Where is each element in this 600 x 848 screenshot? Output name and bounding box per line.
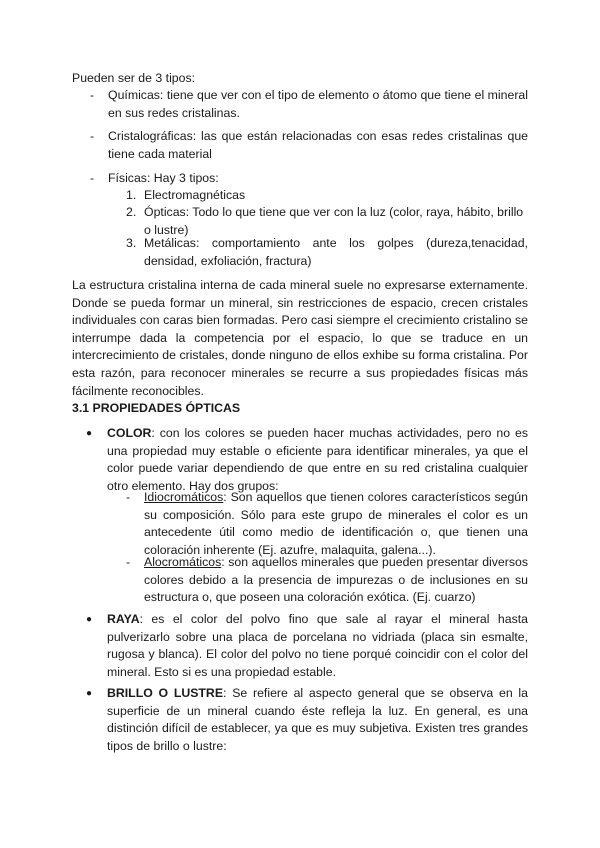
brillo-description: : Se refiere al aspecto general que se observa en la superficie de un mineral cuando éste refleja la luz. En general, es una distinción difícil de establecer, ya que es muy subjetiva. Existen tres grandes tipos de brillo o lustre: (107, 686, 529, 753)
bullet-marker: ● (86, 614, 93, 625)
sub-item-text (144, 554, 528, 607)
list-item-cristalograficas (90, 128, 528, 163)
bullet-text (107, 611, 528, 681)
number-marker: 3. (126, 236, 137, 250)
bullet-item-color (86, 425, 528, 495)
sub-item-alocromaticos (126, 554, 528, 607)
body-paragraph: La estructura cristalina interna de cada mineral suele no expresarse externamente. Donde se pueda formar un mineral, sin restricciones de espacio, crecen cristales individuales con caras bien formadas. Pero casi siempre el crecimiento cristalino se interrumpe dada la competencia por el espacio, lo que se traduce en un intercrecimiento de cristales, donde ninguno de ellos exhibe su forma cristalina. Por esta razón, para reconocer minerales se recurre a sus propiedades físicas más fácilmente reconocibles. (72, 278, 528, 398)
bullet-item-brillo (86, 685, 528, 755)
bullet-item-raya (86, 611, 528, 681)
term-color: COLOR (107, 426, 152, 440)
dash-marker: - (126, 490, 131, 504)
sub-item-text (144, 489, 528, 559)
section-heading: 3.1 PROPIEDADES ÓPTICAS (72, 401, 241, 415)
raya-description: : es el color del polvo fino que sale al rayar el mineral hasta pulverizarlo sobre una placa de porcelana no vidriada (placa sin esmalte, rugosa y blanca). El color del polvo no tiene porqué coincidir con el color del mineral. Esto si es una propiedad estable. (107, 612, 528, 679)
term-brillo: BRILLO O LUSTRE (107, 686, 224, 700)
dash-marker: - (90, 171, 95, 185)
bullet-marker: ● (86, 428, 93, 439)
idiocromaticos-description: : Son aquellos que tienen colores característicos según su composición. Sólo para este grupo de minerales el color es un antecedente útil como medio de identificación o, que tienen una coloración inherente (Ej. azufre, malaquita, galena...). (144, 490, 528, 557)
numbered-item-3 (126, 235, 528, 270)
number-marker: 2. (126, 205, 137, 219)
list-item-text: Cristalográficas: las que están relacionadas con esas redes cristalinas que tiene cada material (108, 129, 528, 161)
sub-item-idiocromaticos (126, 489, 528, 559)
term-alocromaticos: Alocromáticos (144, 555, 222, 569)
bullet-marker: ● (86, 688, 93, 699)
list-item-fisicas (90, 170, 528, 188)
color-description: : con los colores se pueden hacer muchas actividades, pero no es una propiedad muy estable o eficiente para identificar minerales, ya que el color puede variar dependiendo de que entre en su red cristalina cualquier otro elemento. Hay dos grupos: (107, 426, 528, 493)
numbered-item-text: Metálicas: comportamiento ante los golpes (dureza,tenacidad, densidad, exfoliación, fractura) (144, 236, 528, 268)
list-item-text: Físicas: Hay 3 tipos: (108, 171, 219, 185)
alocromaticos-description: : son aquellos minerales que pueden presentar diversos colores debido a la presencia de impurezas o de inclusiones en su estructura o, que poseen una coloración exótica. (Ej. cuarzo) (144, 555, 528, 605)
numbered-item-text: Electromagnéticas (144, 188, 246, 202)
list-item-text: Químicas: tiene que ver con el tipo de elemento o átomo que tiene el mineral en sus redes cristalinas. (108, 88, 528, 120)
intro-line: Pueden ser de 3 tipos: (72, 71, 196, 85)
dash-marker: - (90, 129, 95, 143)
dash-marker: - (126, 555, 131, 569)
numbered-item-text: Ópticas: Todo lo que tiene que ver con la luz (color, raya, hábito, brillo o lustre) (144, 205, 524, 237)
numbered-item-1 (126, 187, 528, 205)
list-item-quimicas (90, 87, 528, 122)
numbered-item-2 (126, 204, 528, 239)
bullet-text (107, 425, 528, 495)
term-raya: RAYA (107, 612, 140, 626)
bullet-text (107, 685, 528, 755)
term-idiocromaticos: Idiocromáticos (144, 490, 224, 504)
number-marker: 1. (126, 188, 137, 202)
dash-marker: - (90, 88, 95, 102)
